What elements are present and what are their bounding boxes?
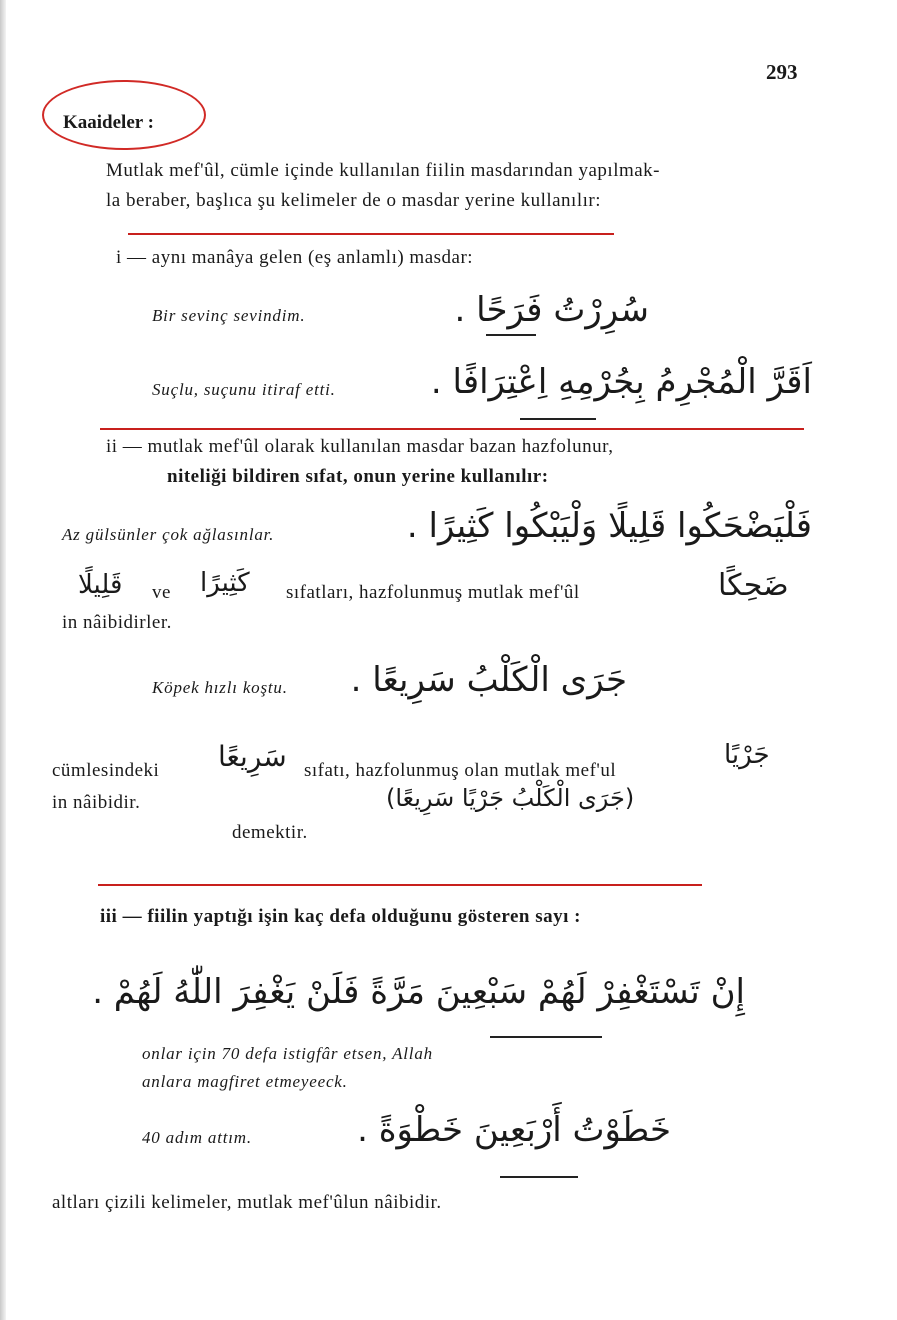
- section-i-example-2-turkish: Suçlu, suçunu itiraf etti.: [152, 380, 336, 399]
- page-number: 293: [766, 60, 798, 84]
- section-i-example-2-arabic: اَقَرَّ الْمُجْرِمُ بِجُرْمِهِ اِعْتِرَافًا .: [430, 362, 812, 402]
- note-word-dahikan: ضَحِكًا: [718, 568, 789, 603]
- note-ve: ve: [152, 582, 171, 603]
- note-2-left-1: cümlesindeki: [52, 760, 160, 781]
- note-1-line-2: in nâibidirler.: [62, 612, 172, 633]
- underline-arbaina: [500, 1176, 578, 1178]
- note-word-qalilan: قَلِيلًا: [78, 570, 123, 600]
- note-2-text: sıfatı, hazfolunmuş olan mutlak mef'ul: [304, 760, 617, 781]
- note-word-kasiran: كَثِيرًا: [200, 568, 250, 598]
- red-annotation-line-1: [128, 233, 614, 235]
- section-i-label: i — aynı manâya gelen (eş anlamlı) masdar:: [116, 247, 474, 268]
- section-iii-example-1-turkish-line-2: anlara magfiret etmeyeeck.: [142, 1072, 348, 1091]
- underline-farahan: [486, 334, 536, 336]
- section-ii-example-2-arabic: جَرَى الْكَلْبُ سَرِيعًا .: [350, 660, 627, 700]
- intro-line-1: Mutlak mef'ûl, cümle içinde kullanılan fiilin masdarından yapılmak-: [106, 160, 661, 181]
- section-iii-example-1-turkish-line-1: onlar için 70 defa istigfâr etsen, Allah: [142, 1044, 433, 1063]
- section-ii-example-1-turkish: Az gülsünler çok ağlasınlar.: [62, 525, 275, 544]
- section-ii-example-2-turkish: Köpek hızlı koştu.: [152, 678, 288, 697]
- section-ii-label-line-1: ii — mutlak mef'ûl olarak kullanılan masdar bazan hazfolunur,: [106, 436, 614, 457]
- page-edge-shadow: [0, 0, 6, 1320]
- note-1-text: sıfatları, hazfolunmuş mutlak mef'ûl: [286, 582, 580, 603]
- red-annotation-line-2: [100, 428, 804, 430]
- section-iii-example-2-turkish: 40 adım attım.: [142, 1128, 252, 1147]
- section-i-example-1-turkish: Bir sevinç sevindim.: [152, 306, 306, 325]
- note-2-left-2: in nâibidir.: [52, 792, 141, 813]
- underline-itirafan: [520, 418, 596, 420]
- note-2-word-jaryan: جَرْيًا: [724, 740, 770, 770]
- section-ii-example-1-arabic: فَلْيَضْحَكُوا قَلِيلًا وَلْيَبْكُوا كَثِيرًا .: [406, 506, 812, 546]
- section-i-example-1-arabic: سُرِرْتُ فَرَحًا .: [454, 290, 649, 330]
- note-2-parenthetical: (جَرَى الْكَلْبُ جَرْيًا سَرِيعًا): [386, 784, 635, 812]
- section-heading: Kaaideler :: [63, 112, 154, 133]
- intro-line-2: la beraber, başlıca şu kelimeler de o masdar yerine kullanılır:: [106, 190, 601, 211]
- red-annotation-line-3: [98, 884, 702, 886]
- note-2-demektir: demektir.: [232, 822, 308, 843]
- footer-text: altları çizili kelimeler, mutlak mef'ûlun nâibidir.: [52, 1192, 442, 1213]
- section-ii-label-line-2: niteliği bildiren sıfat, onun yerine kullanılır:: [167, 466, 549, 487]
- section-iii-label: iii — fiilin yaptığı işin kaç defa olduğunu gösteren sayı :: [100, 906, 582, 927]
- section-iii-example-2-arabic: خَطَوْتُ أَرْبَعِينَ خَطْوَةً .: [357, 1110, 671, 1150]
- section-iii-example-1-arabic: إِنْ تَسْتَغْفِرْ لَهُمْ سَبْعِينَ مَرَّةً فَلَنْ يَغْفِرَ اللّٰهُ لَهُمْ .: [92, 972, 745, 1012]
- note-2-word-sariian: سَرِيعًا: [218, 740, 287, 773]
- underline-sabina-marratan: [490, 1036, 602, 1038]
